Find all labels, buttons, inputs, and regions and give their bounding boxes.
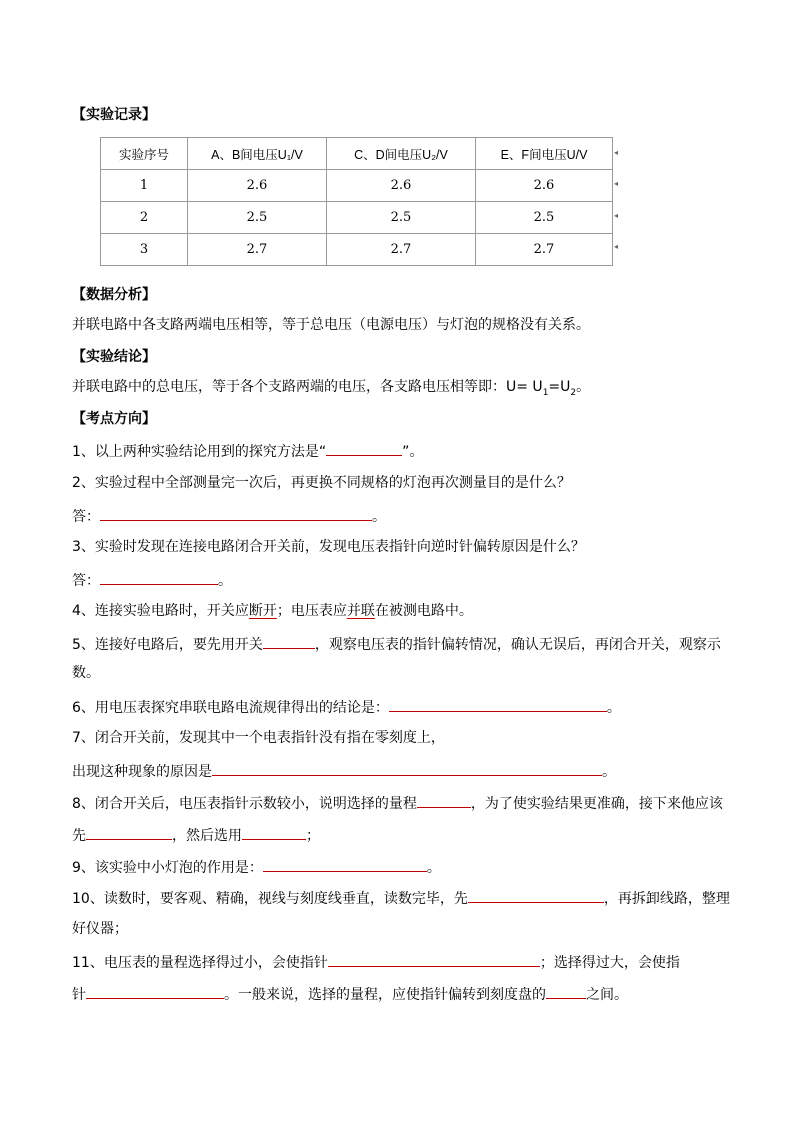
heading-conclusion: 【实验结论】	[72, 349, 156, 365]
question-3: 3、实验时发现在连接电路闭合开关前，发现电压表指针向逆时针偏转原因是什么？	[72, 539, 585, 555]
table-header-row	[101, 138, 613, 170]
answer-line-2: 答： 。	[72, 506, 386, 526]
table-cell: 2.5	[476, 202, 613, 234]
answer-line-3: 答： 。	[72, 570, 232, 590]
table-cell: 2.6	[476, 170, 613, 202]
header-cell: C、D间电压U₂/V	[327, 138, 476, 170]
heading-experiment-record: 【实验记录】	[72, 107, 156, 123]
answer-blank[interactable]	[86, 984, 224, 999]
answer-blank[interactable]	[242, 825, 306, 840]
question-9: 9、该实验中小灯泡的作用是： 。	[72, 857, 441, 877]
question-11: 11、电压表的量程选择得过小，会使指针 ；选择得过大，会使指	[72, 952, 680, 972]
table-cell: 2	[101, 202, 188, 234]
table-cell: 2.7	[476, 234, 613, 266]
question-4: 4、连接实验电路时，开关应断开；电压表应并联在被测电路中。	[72, 603, 473, 619]
question-10: 10、读数时，要客观、精确，视线与刻度线垂直，读数完毕，先 ，再拆卸线路，整理	[72, 888, 730, 908]
filled-answer: 并联	[346, 603, 375, 619]
table-cell: 2.7	[188, 234, 327, 266]
table-cell: 1	[101, 170, 188, 202]
header-cell: A、B间电压U₁/V	[188, 138, 327, 170]
table-row	[101, 234, 613, 266]
analysis-text: 并联电路中各支路两端电压相等，等于总电压（电源电压）与灯泡的规格没有关系。	[72, 317, 590, 333]
table-cell: 2.7	[327, 234, 476, 266]
heading-exam-points: 【考点方向】	[72, 411, 156, 427]
table-cell: 2.5	[327, 202, 476, 234]
answer-blank[interactable]	[417, 793, 471, 808]
answer-blank[interactable]	[86, 825, 172, 840]
answer-blank[interactable]	[100, 506, 372, 521]
header-cell: 实验序号	[101, 138, 188, 170]
question-1: 1、以上两种实验结论用到的探究方法是“ ”。	[72, 441, 423, 461]
row-end-mark: ◂	[614, 211, 619, 220]
header-cell: E、F间电压U/V	[476, 138, 613, 170]
answer-blank[interactable]	[263, 634, 315, 649]
row-end-mark: ◂	[614, 179, 619, 188]
question-8: 8、闭合开关后，电压表指针示数较小，说明选择的量程 ，为了使实验结果更准确，接下来他应该	[72, 793, 723, 813]
answer-blank[interactable]	[100, 570, 218, 585]
data-table	[100, 137, 613, 266]
question-7: 7、闭合开关前，发现其中一个电表指针没有指在零刻度上，	[72, 730, 445, 746]
heading-data-analysis: 【数据分析】	[72, 287, 156, 303]
filled-answer: 断开	[248, 603, 277, 619]
question-10-cont: 好仪器；	[72, 921, 128, 937]
table-row	[101, 202, 613, 234]
answer-blank[interactable]	[389, 697, 607, 712]
answer-blank[interactable]	[263, 857, 427, 872]
answer-blank[interactable]	[212, 761, 602, 776]
table-cell: 3	[101, 234, 188, 266]
answer-blank[interactable]	[326, 441, 402, 456]
row-end-mark: ◂	[614, 148, 619, 157]
table-cell: 2.6	[188, 170, 327, 202]
conclusion-text: 并联电路中的总电压，等于各个支路两端的电压，各支路电压相等即：$U= U_1=U_2$。	[72, 379, 591, 398]
row-end-mark: ◂	[614, 242, 619, 251]
answer-blank[interactable]	[546, 984, 586, 999]
question-8-cont: 先 ，然后选用 ；	[72, 825, 320, 845]
answer-blank[interactable]	[328, 952, 540, 967]
question-6: 6、用电压表探究串联电路电流规律得出的结论是： 。	[72, 697, 621, 717]
table-cell: 2.6	[327, 170, 476, 202]
question-7-cont: 出现这种现象的原因是 。	[72, 761, 616, 781]
table-row	[101, 170, 613, 202]
question-5: 5、连接好电路后，要先用开关 ，观察电压表的指针偏转情况，确认无误后，再闭合开关，观察示	[72, 634, 721, 654]
table-cell: 2.5	[188, 202, 327, 234]
answer-blank[interactable]	[468, 888, 604, 903]
question-2: 2、实验过程中全部测量完一次后，再更换不同规格的灯泡再次测量目的是什么？	[72, 475, 571, 491]
question-11-cont: 针 。一般来说，选择的量程，应使指针偏转到刻度盘的 之间。	[72, 984, 628, 1004]
question-5-cont: 数。	[72, 665, 100, 681]
